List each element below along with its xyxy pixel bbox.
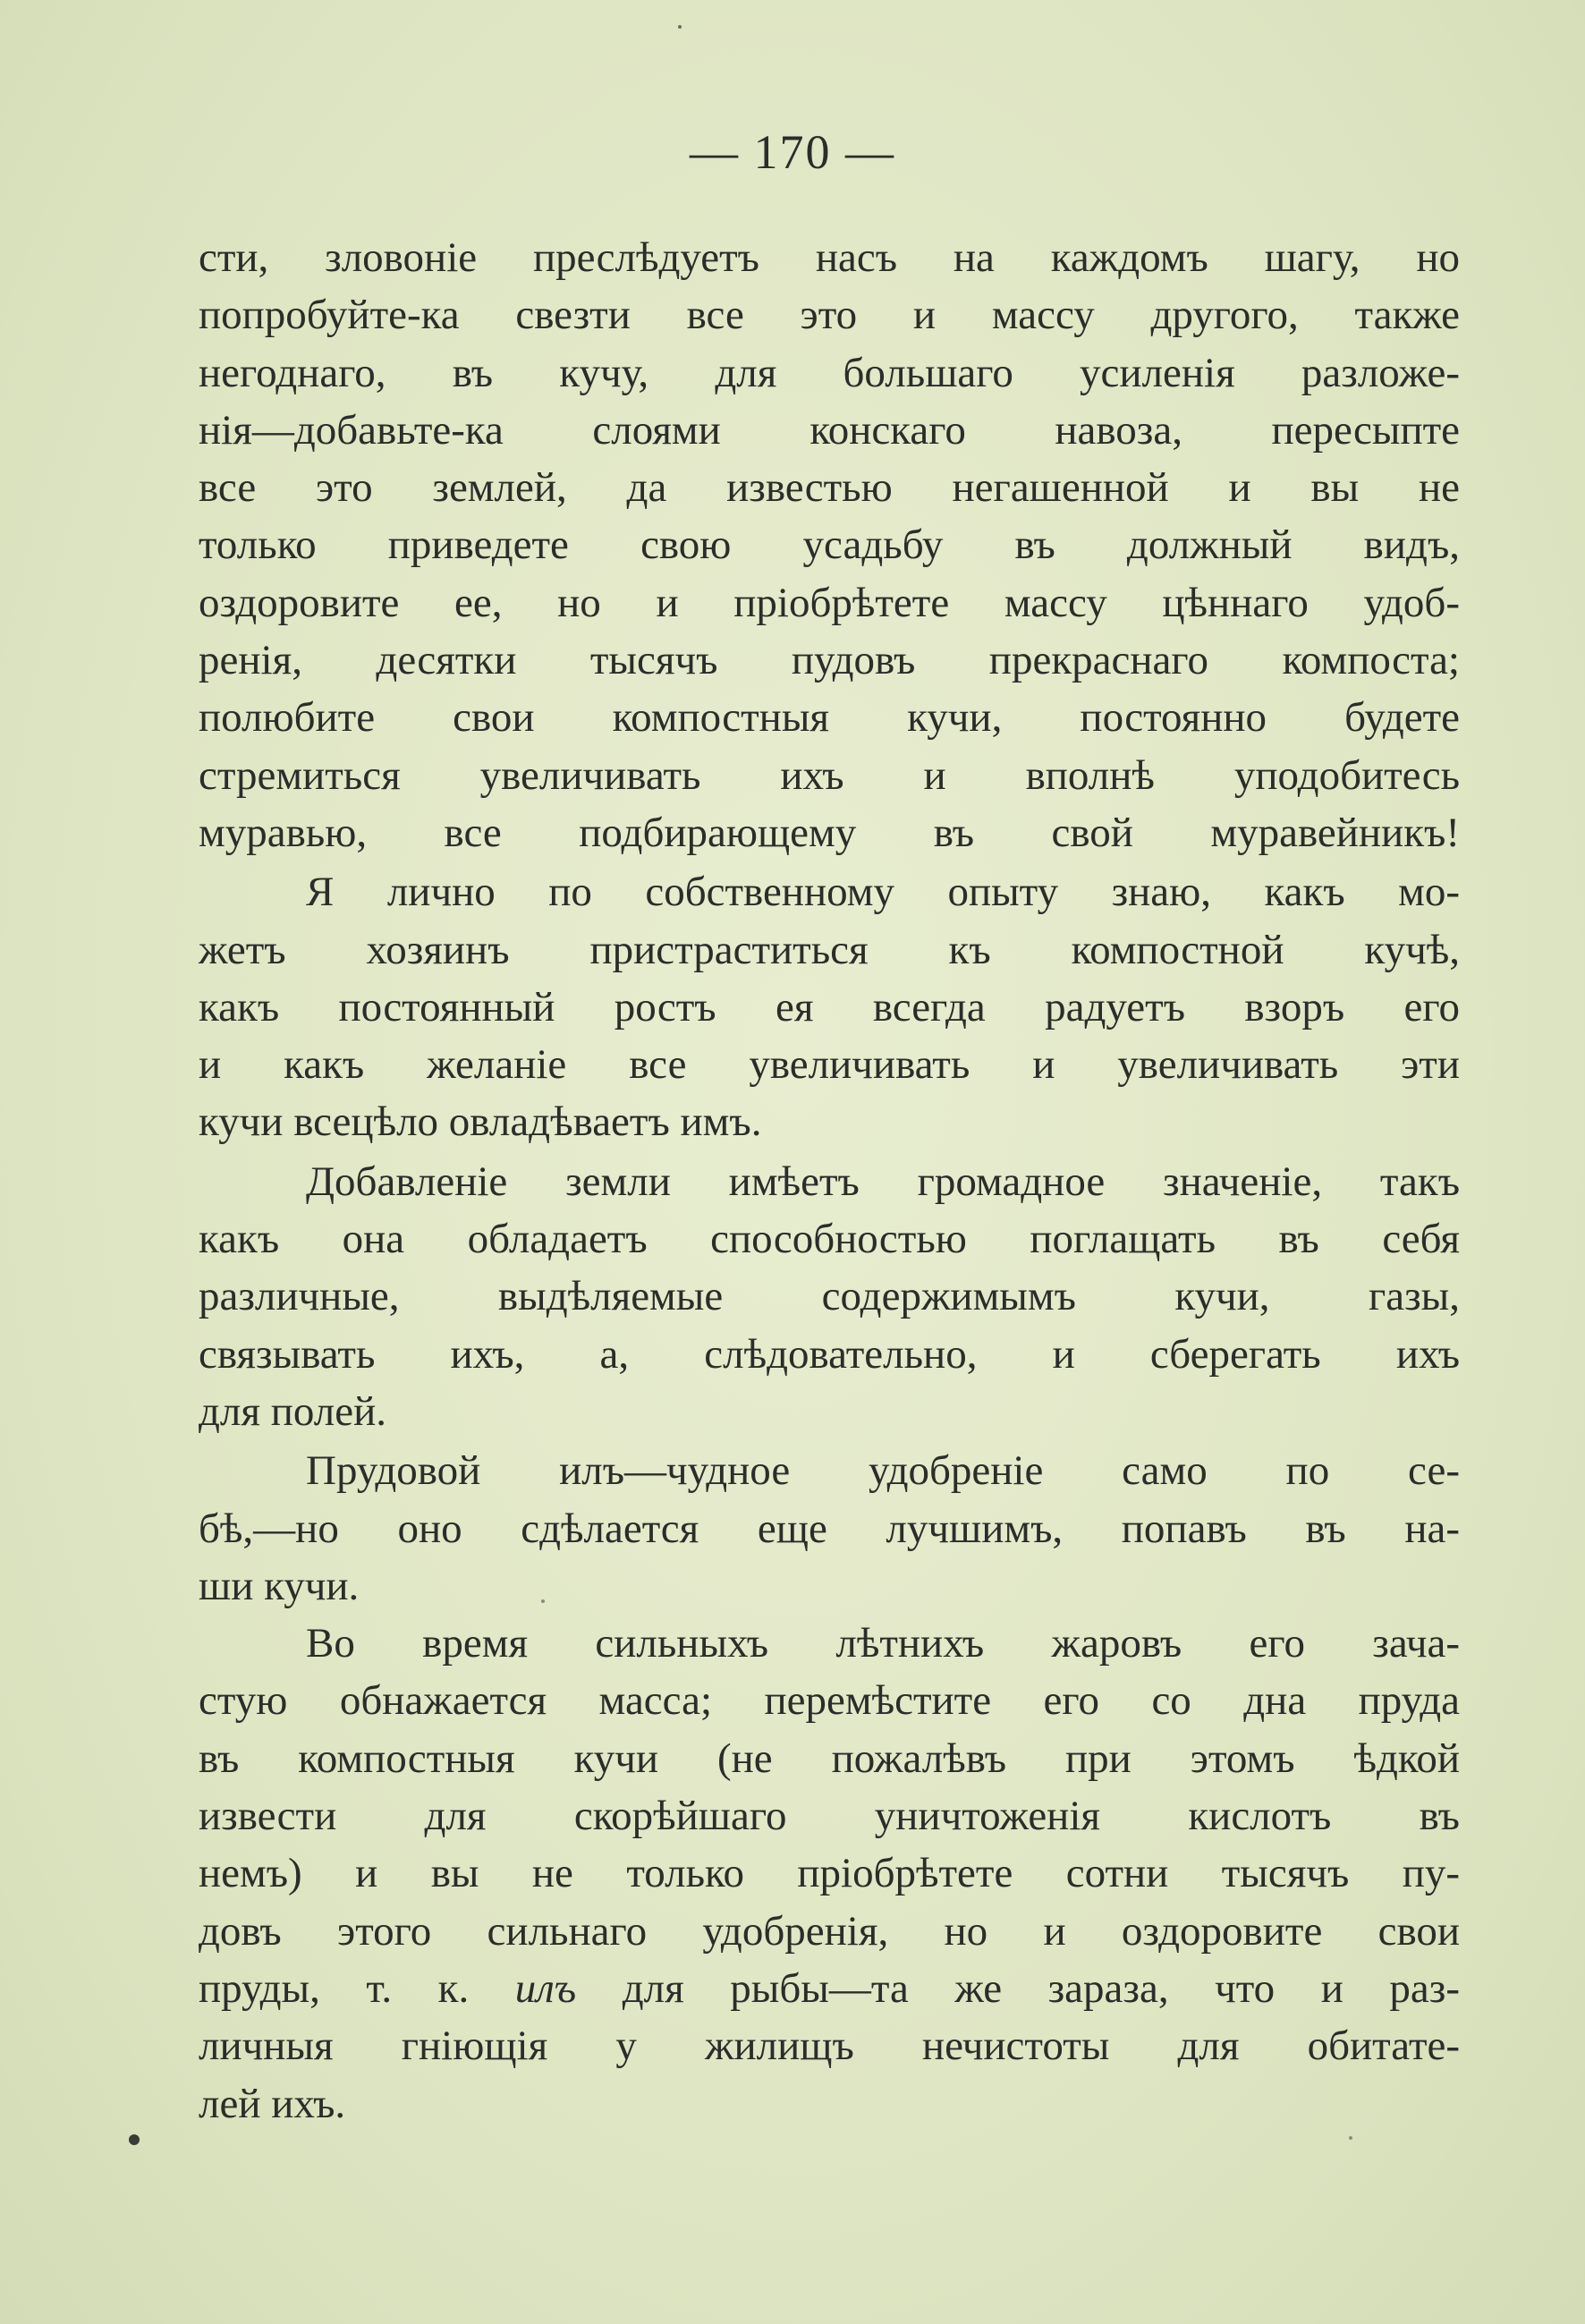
text-line-with-italic [199,1960,1460,2017]
body-text [199,229,1460,2133]
paragraph [199,1153,1460,1440]
text-line: негоднаго, въ кучу, для большаго усиленія разложе- [199,349,1460,396]
text-line: различные, выдѣляемые содержимымъ кучи, газы, [199,1273,1460,1320]
text-line: личныя гніющія у жилищъ нечистоты для обитате- [199,2023,1460,2070]
text-line: жетъ хозяинъ пристраститься къ компостной кучѣ, [199,926,1460,973]
paragraph [199,1442,1460,1615]
text-run: пруды, т. к. [199,1964,515,2012]
text-line: стремиться увеличивать ихъ и вполнѣ уподобитесь [199,751,1460,799]
paragraph [199,229,1460,861]
page-number: — 170 — [690,125,895,179]
text-line: бѣ,—но оно сдѣлается еще лучшимъ, попавъ въ на- [199,1505,1460,1552]
ink-speck [129,2134,140,2145]
text-line: Прудовой илъ—чудное удобреніе само по се- [306,1447,1460,1495]
text-line: довъ этого сильнаго удобренія, но и оздоровите свои [199,1907,1460,1955]
text-line: лей ихъ. [199,2080,346,2127]
text-line: и какъ желаніе все увеличивать и увеличивать эти [199,1041,1460,1089]
text-line: сти, зловоніе преслѣдуетъ насъ на каждомъ шагу, но [199,234,1460,281]
paragraph [199,863,1460,1150]
text-line: только приведете свою усадьбу въ должный видъ, [199,522,1460,569]
text-line: муравью, все подбирающему въ свой муравейникъ! [199,809,1460,856]
text-line: ши кучи. [199,1562,360,1609]
text-line: для полей. [199,1387,386,1435]
text-line: связывать ихъ, а, слѣдовательно, и сберегать ихъ [199,1330,1460,1378]
ink-speck [678,25,682,29]
text-run: для рыбы—та же зараза, что и раз- [576,1964,1461,2012]
text-line: Я лично по собственному опыту знаю, какъ мо- [306,869,1460,916]
text-line: кучи всецѣло овладѣваетъ имъ. [199,1098,762,1146]
text-line: Во время сильныхъ лѣтнихъ жаровъ его зача- [306,1620,1460,1667]
text-line: попробуйте-ка свезти все это и массу другого, также [199,292,1460,339]
ink-speck [1349,2136,1352,2140]
text-line: ренія, десятки тысячъ пудовъ прекраснаго компоста; [199,637,1460,684]
text-line: полюбите свои компостныя кучи, постоянно будете [199,694,1460,742]
text-line: стую обнажается масса; перемѣстите его со дна пруда [199,1677,1460,1725]
text-line: нія—добавьте-ка слоями конскаго навоза, пересыпте [199,406,1460,454]
italic-word: илъ [514,1964,577,2012]
text-line: Добавленіе земли имѣетъ громадное значеніе, такъ [306,1158,1460,1205]
text-line: какъ постоянный ростъ ея всегда радуетъ взоръ его [199,983,1460,1031]
text-line: какъ она обладаетъ способностью поглащать въ себя [199,1216,1460,1263]
text-line: оздоровите ее, но и пріобрѣтете массу цѣннаго удоб- [199,579,1460,626]
text-line: въ компостныя кучи (не пожалѣвъ при этомъ ѣдкой [199,1735,1460,1782]
paragraph [199,1615,1460,2133]
text-line: все это землей, да известью негашенной и вы не [199,464,1460,512]
text-line: извести для скорѣйшаго уничтоженія кислотъ въ [199,1793,1460,1840]
text-line: немъ) и вы не только пріобрѣтете сотни тысячъ пу- [199,1850,1460,1897]
